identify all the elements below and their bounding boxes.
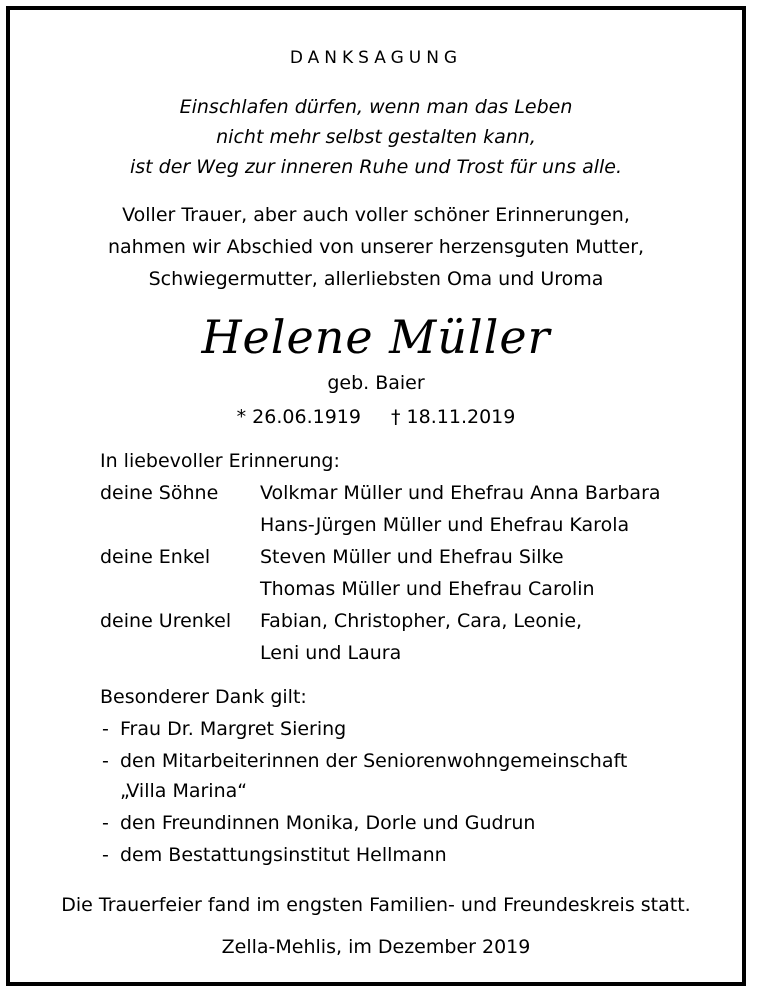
great-grandchildren-names-1: Fabian, Christopher, Cara, Leonie, bbox=[260, 610, 583, 632]
relation-great-grandchildren: deine Urenkel bbox=[100, 610, 232, 632]
thanks-dash-1: - bbox=[102, 718, 109, 740]
thanks-dash-3: - bbox=[102, 812, 109, 834]
grandchildren-name-2: Thomas Müller und Ehefrau Carolin bbox=[260, 578, 595, 600]
notice-heading: DANKSAGUNG bbox=[289, 48, 463, 68]
verse-line-2: nicht mehr selbst gestalten kann, bbox=[216, 126, 536, 148]
sons-name-1: Volkmar Müller und Ehefrau Anna Barbara bbox=[260, 482, 661, 504]
intro-line-3: Schwiegermutter, allerliebsten Oma und Uroma bbox=[148, 268, 604, 290]
verse-line-3: ist der Weg zur inneren Ruhe und Trost für uns alle. bbox=[129, 156, 623, 178]
thanks-item-2-continued: „Villa Marina“ bbox=[120, 780, 248, 802]
family-heading: In liebevoller Erinnerung: bbox=[100, 450, 340, 472]
birth-name: geb. Baier bbox=[327, 372, 425, 394]
relation-grandchildren: deine Enkel bbox=[100, 546, 211, 568]
thanks-item-1: Frau Dr. Margret Siering bbox=[120, 718, 347, 740]
sons-name-2: Hans-Jürgen Müller und Ehefrau Karola bbox=[260, 514, 630, 536]
thanks-item-2: den Mitarbeiterinnen der Seniorenwohngemeinschaft bbox=[120, 750, 628, 772]
thanks-heading: Besonderer Dank gilt: bbox=[100, 686, 307, 708]
funeral-note: Die Trauerfeier fand im engsten Familien- und Freundeskreis statt. bbox=[61, 894, 691, 916]
thanks-dash-2: - bbox=[102, 750, 109, 772]
thanks-dash-4: - bbox=[102, 844, 109, 866]
thanks-item-3: den Freundinnen Monika, Dorle und Gudrun bbox=[120, 812, 536, 834]
thanks-item-4: dem Bestattungsinstitut Hellmann bbox=[120, 844, 447, 866]
birth-date: * 26.06.1919 bbox=[236, 406, 361, 428]
relation-sons: deine Söhne bbox=[100, 482, 219, 504]
death-date: † 18.11.2019 bbox=[391, 406, 516, 428]
obituary-notice bbox=[6, 6, 746, 986]
verse-line-1: Einschlafen dürfen, wenn man das Leben bbox=[179, 96, 573, 118]
grandchildren-name-1: Steven Müller und Ehefrau Silke bbox=[260, 546, 564, 568]
great-grandchildren-names-2: Leni und Laura bbox=[260, 642, 402, 664]
intro-line-1: Voller Trauer, aber auch voller schöner Erinnerungen, bbox=[122, 204, 630, 226]
life-dates bbox=[10, 406, 742, 428]
deceased-name: Helene Müller bbox=[201, 310, 551, 364]
place-and-date: Zella-Mehlis, im Dezember 2019 bbox=[221, 936, 531, 958]
intro-line-2: nahmen wir Abschied von unserer herzensguten Mutter, bbox=[107, 236, 645, 258]
